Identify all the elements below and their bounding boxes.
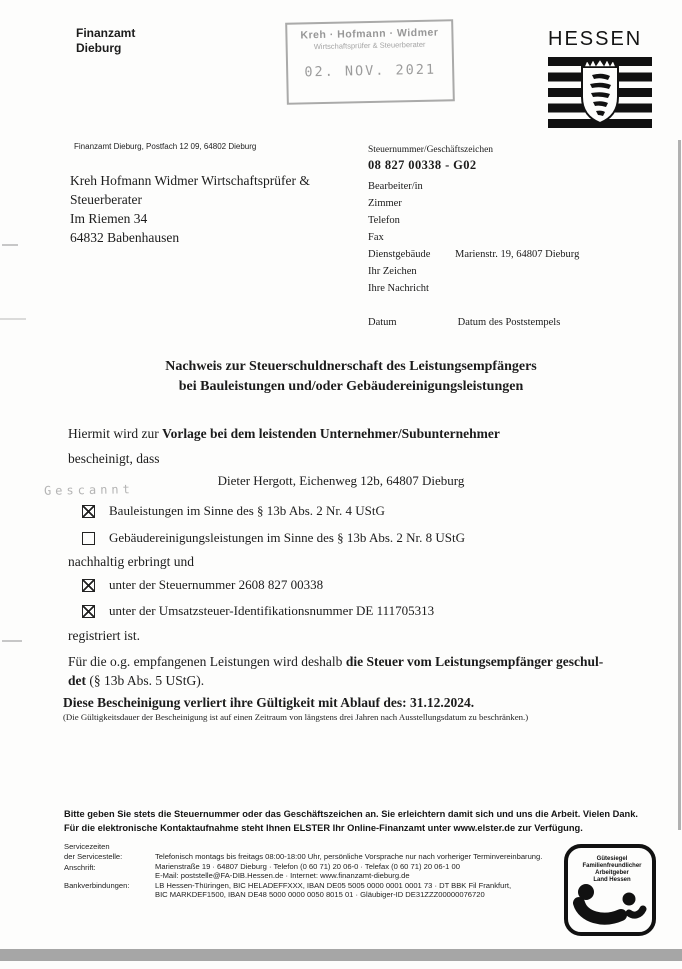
checkbox-checked-icon [82,605,95,618]
intro-line1 [68,424,654,443]
checkbox-row-steuernummer [82,577,323,593]
checkbox-row-ustid [82,603,434,619]
info-label: Ihr Zeichen [368,266,417,277]
info-label: Ihre Nachricht [368,283,429,294]
sender-agency-line2: Dieburg [76,41,122,55]
anschrift-label: Anschrift: [64,863,96,872]
document-title-line1: Nachweis zur Steuerschuldnerschaft des Leistungsempfängers [165,359,537,374]
checkbox-row-bauleistungen [82,503,385,519]
recipient-line: Steuerberater [70,192,142,207]
info-row [368,232,668,243]
date-value: Datum des Poststempels [457,317,561,328]
hessen-logo-text: HESSEN [548,28,643,50]
received-date-stamp [285,19,455,105]
info-row [368,283,668,294]
family-friendly-employer-seal-icon [563,843,657,937]
checkbox-label: unter der Steuernummer 2608 827 00338 [109,577,324,592]
checkbox-checked-icon [82,505,95,518]
footer-notice-line2: Für die elektronische Kontaktaufnahme steht Ihnen ELSTER Ihr Online-Finanzamt unter www.elster.de zur Verfügung. [64,822,583,833]
info-row [368,181,668,192]
checkbox-label: Gebäudereinigungsleistungen im Sinne des § 13b Abs. 2 Nr. 8 UStG [109,530,466,545]
servicestelle-label: der Servicestelle: [64,852,123,861]
sender-agency-line1: Finanzamt [76,26,136,40]
info-row [368,266,668,277]
validity-statement: Diese Bescheinigung verliert ihre Gültigkeit mit Ablauf des: 31.12.2024. [63,695,475,710]
stamp-firm-subtitle: Wirtschaftsprüfer & Steuerberater [313,39,426,52]
footer-notice-line1: Bitte geben Sie stets die Steuernummer oder das Geschäftszeichen an. Sie erleichtern damit sich und uns die Arbeit. Vielen Dank. [64,809,638,819]
email-internet-line: E-Mail: poststelle@FA-DIB.Hessen.de · Internet: www.finanzamt-dieburg.de [155,871,410,880]
office-address-line: Marienstraße 19 · 64807 Dieburg · Telefon (0 60 71) 20 06-0 · Telefax (0 60 71) 20 06-1 00 [155,862,460,871]
seal-text-line3: Arbeitgeber [595,870,629,876]
services-suffix-text: nachhaltig erbringt und [68,554,194,569]
checkbox-label: unter der Umsatzsteuer-Identifikationsnummer DE 111705313 [109,603,435,618]
checkbox-row-gebaeudereinigung [82,530,465,546]
sender-agency-name [76,26,135,56]
info-label: Dienstgebäude [368,249,431,260]
recipient-line: Kreh Hofmann Widmer Wirtschaftsprüfer & [70,173,310,188]
footer-notice [64,808,656,835]
registrations-suffix-text: registriert ist. [68,628,140,643]
checkbox-unchecked-icon [82,532,95,545]
seal-text-line1: Gütesiegel [596,856,628,862]
info-label: Bearbeiter/in [368,181,423,192]
intro-bold-text: Vorlage bei dem leistenden Unternehmer/Subunternehmer [162,426,500,441]
validity-note: (Die Gültigkeitsdauer der Bescheinigung ist auf einen Zeitraum von längstens drei Jahren nach Ausstellungsdatum zu beschränken.) [63,712,529,722]
guetesiegel-seal [563,843,657,942]
fold-mark [0,318,26,320]
info-row [368,215,668,226]
conclusion-bold-text2: det [68,673,86,688]
service-hours-line: Telefonisch montags bis freitags 08:00-18:00 Uhr, persönliche Vorsprache nur nach vorheriger Terminvereinbarung. [155,852,543,861]
scan-edge-bottom [0,949,682,961]
info-label: Zimmer [368,198,402,209]
intro-line2: bescheinigt, dass [68,451,160,466]
recipient-line: 64832 Babenhausen [70,230,180,245]
date-label: Datum [368,317,397,328]
bankverbindungen-label: Bankverbindungen: [64,881,130,890]
taxpayer-name-address: Dieter Hergott, Eichenweg 12b, 64807 Dieburg [217,473,465,488]
conclusion-paragraph [68,652,654,690]
hessen-coat-of-arms-icon [548,57,652,135]
info-row [368,249,668,260]
scan-edge-right [678,140,681,830]
servicezeiten-label: Servicezeiten [64,842,110,851]
checkbox-label: Bauleistungen im Sinne des § 13b Abs. 2 Nr. 4 UStG [109,503,385,518]
info-label: Telefon [368,215,400,226]
checkbox-checked-icon [82,579,95,592]
seal-text-line2: Familienfreundlicher [582,863,642,869]
stamp-firm-name: Kreh · Hofmann · Widmer [300,26,439,42]
stamp-date: 02. NOV. 2021 [304,61,437,81]
bank-line2: BIC MARKDEF1500, IBAN DE48 5000 0000 0050 8015 01 · Gläubiger-ID DE31ZZZ00000076720 [155,890,485,899]
info-value: Marienstr. 19, 64807 Dieburg [455,249,580,260]
hessen-logo [548,28,652,135]
bank-line1: LB Hessen-Thüringen, BIC HELADEFFXXX, IBAN DE05 5005 0000 0001 0001 73 · DT BBK Fil Frankfurt, [155,881,512,890]
document-title-line2: bei Bauleistungen und/oder Gebäudereinigungsleistungen [178,379,524,394]
recipient-address-block [70,171,310,247]
recipient-line: Im Riemen 34 [70,211,148,226]
fold-mark [2,640,22,642]
sender-return-address: Finanzamt Dieburg, Postfach 12 09, 64802 Dieburg [74,142,257,151]
conclusion-bold-text: die Steuer vom Leistungsempfänger geschul- [345,654,604,669]
conclusion-normal-text: Für die o.g. empfangenen Leistungen wird deshalb [68,654,346,669]
info-label: Fax [368,232,384,243]
info-row [368,198,668,209]
info-row-date [368,317,668,328]
seal-text-line4: Land Hessen [593,877,631,883]
gescannt-stamp: Gescannt [43,482,134,498]
intro-normal-text: Hiermit wird zur [68,426,163,441]
reference-number-label: Steuernummer/Geschäftszeichen [368,145,494,155]
reference-number-value: 08 827 00338 - G02 [368,158,477,172]
fold-mark [2,244,18,246]
conclusion-normal-text2: (§ 13b Abs. 5 UStG). [86,673,205,688]
